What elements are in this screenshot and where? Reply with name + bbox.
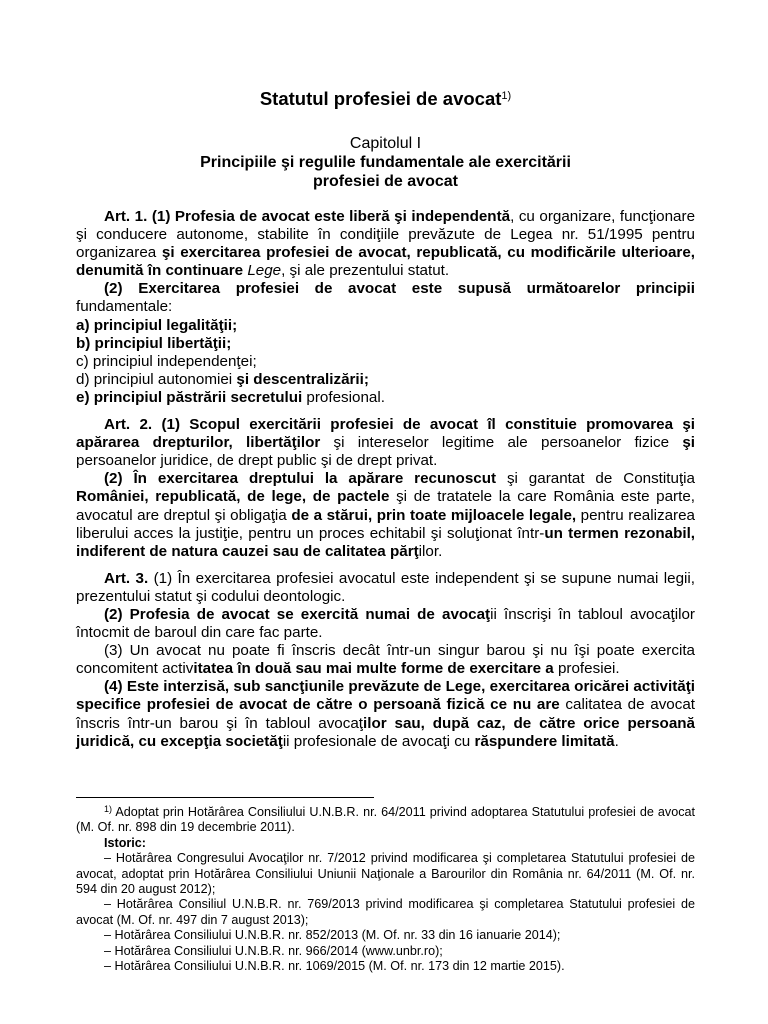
- article-2-number: Art. 2.: [104, 416, 153, 434]
- article-3-paragraph-2: (2) Profesia de avocat se exercită numai de avocaţii înscrişi în tabloul avocaţilor întocmit de baroul din care fac parte.: [76, 605, 695, 642]
- principle-e: e) principiul păstrării secretului profesional.: [76, 388, 385, 406]
- history-item-5: – Hotărârea Consiliului U.N.B.R. nr. 1069/2015 (M. Of. nr. 173 din 12 martie 2015).: [104, 959, 565, 974]
- footnote-1-marker: 1): [104, 804, 113, 814]
- document-body: [76, 208, 695, 751]
- footnote-separator: [76, 797, 374, 798]
- article-3-number: Art. 3.: [104, 569, 149, 587]
- article-1-paragraph-2: (2) Exercitarea profesiei de avocat este supusă următoarelor principii fundamentale:: [76, 280, 695, 316]
- article-1-paragraph-1: Art. 1. (1) Profesia de avocat este liberă şi independentă, cu organizare, funcţionare şi conducere autonome, stabilite în condiţiile prevăzute de Legea nr. 51/1995 pentru organizarea şi exercitarea profesiei de avocat, republicată, cu modificările ulterioare, denumită în continuare Lege, şi ale prezentului statut.: [76, 208, 696, 280]
- article-3-paragraph-4: (4) Este interzisă, sub sancţiunile prevăzute de Lege, exercitarea oricărei activităţi specifice profesiei de avocat de către o persoană fizică ce nu are calitatea de avocat înscris într-un barou şi în tabloul avocaţilor sau, după caz, de către orice persoană juridică, cu excepţia societăţii profesionale de avocaţi cu răspundere limitată.: [76, 678, 695, 750]
- footnotes: [76, 802, 695, 974]
- article-2-paragraph-2: (2) În exercitarea dreptului la apărare recunoscut şi garantat de Constituţia României, republicată, de lege, de pactele şi de tratatele la care România este parte, avocatul are dreptul şi obligaţia de a stărui, prin toate mijloacele legale, pentru realizarea liberului acces la justiţie, pentru un proces echitabil şi soluţionat într-un termen rezonabil, indiferent de natura cauzei sau de calitatea părţilor.: [76, 470, 696, 560]
- article-3-paragraph-1: Art. 3. (1) În exercitarea profesiei avocatul este independent şi se supune numai legii, prezentului statut şi codului deontologic.: [76, 569, 695, 605]
- article-3-paragraph-3: (3) Un avocat nu poate fi înscris decât într-un singur barou şi nu îşi poate exercita concomitent activitatea în două sau mai multe forme de exercitare a profesiei.: [76, 642, 695, 678]
- history-item-1: – Hotărârea Congresului Avocaţilor nr. 7/2012 privind modificarea şi completarea Statutului profesiei de avocat, adoptat prin Hotărârea Consiliului Uniunii Naţionale a Barourilor din România nr. 64/2011 (M. Of. nr. 594 din 20 august 2012);: [76, 851, 695, 897]
- principle-a: a) principiul legalităţii;: [76, 316, 238, 334]
- article-2-paragraph-1: Art. 2. (1) Scopul exercitării profesiei de avocat îl constituie promovarea şi apărarea drepturilor, libertăţilor şi intereselor legitime ale persoanelor fizice şi persoanelor juridice, de drept public şi de drept privat.: [76, 416, 695, 470]
- document-title: [76, 88, 695, 110]
- chapter-heading-line1: Principiile şi regulile fundamentale ale exercitării: [200, 154, 571, 171]
- chapter-heading-line2: profesiei de avocat: [313, 173, 458, 190]
- footnote-history-heading: Istoric:: [104, 835, 146, 850]
- title-footnote-ref[interactable]: 1): [501, 90, 512, 102]
- history-item-2: – Hotărârea Consiliul U.N.B.R. nr. 769/2013 privind modificarea şi completarea Statutului profesiei de avocat (M. Of. nr. 497 din 7 august 2013);: [76, 897, 695, 927]
- chapter-header: [76, 134, 695, 191]
- principle-c: c) principiul independenţei;: [76, 352, 257, 370]
- history-item-4: – Hotărârea Consiliului U.N.B.R. nr. 966/2014 (www.unbr.ro);: [104, 943, 443, 958]
- footnote-1: $^{1)}$ Adoptat prin Hotărârea Consiliului U.N.B.R. nr. 64/2011 privind adoptarea Statutului profesiei de avocat (M. Of. nr. 898 din 19 decembrie 2011).: [76, 804, 695, 835]
- principle-d: d) principiul autonomiei şi descentralizării;: [76, 370, 369, 388]
- principle-b: b) principiul libertăţii;: [76, 334, 232, 352]
- history-item-3: – Hotărârea Consiliului U.N.B.R. nr. 852/2013 (M. Of. nr. 33 din 16 ianuarie 2014);: [104, 928, 561, 943]
- title-text: Statutul profesiei de avocat: [259, 88, 502, 109]
- chapter-label: Capitolul I: [349, 135, 422, 152]
- article-1-number: Art. 1.: [104, 208, 148, 225]
